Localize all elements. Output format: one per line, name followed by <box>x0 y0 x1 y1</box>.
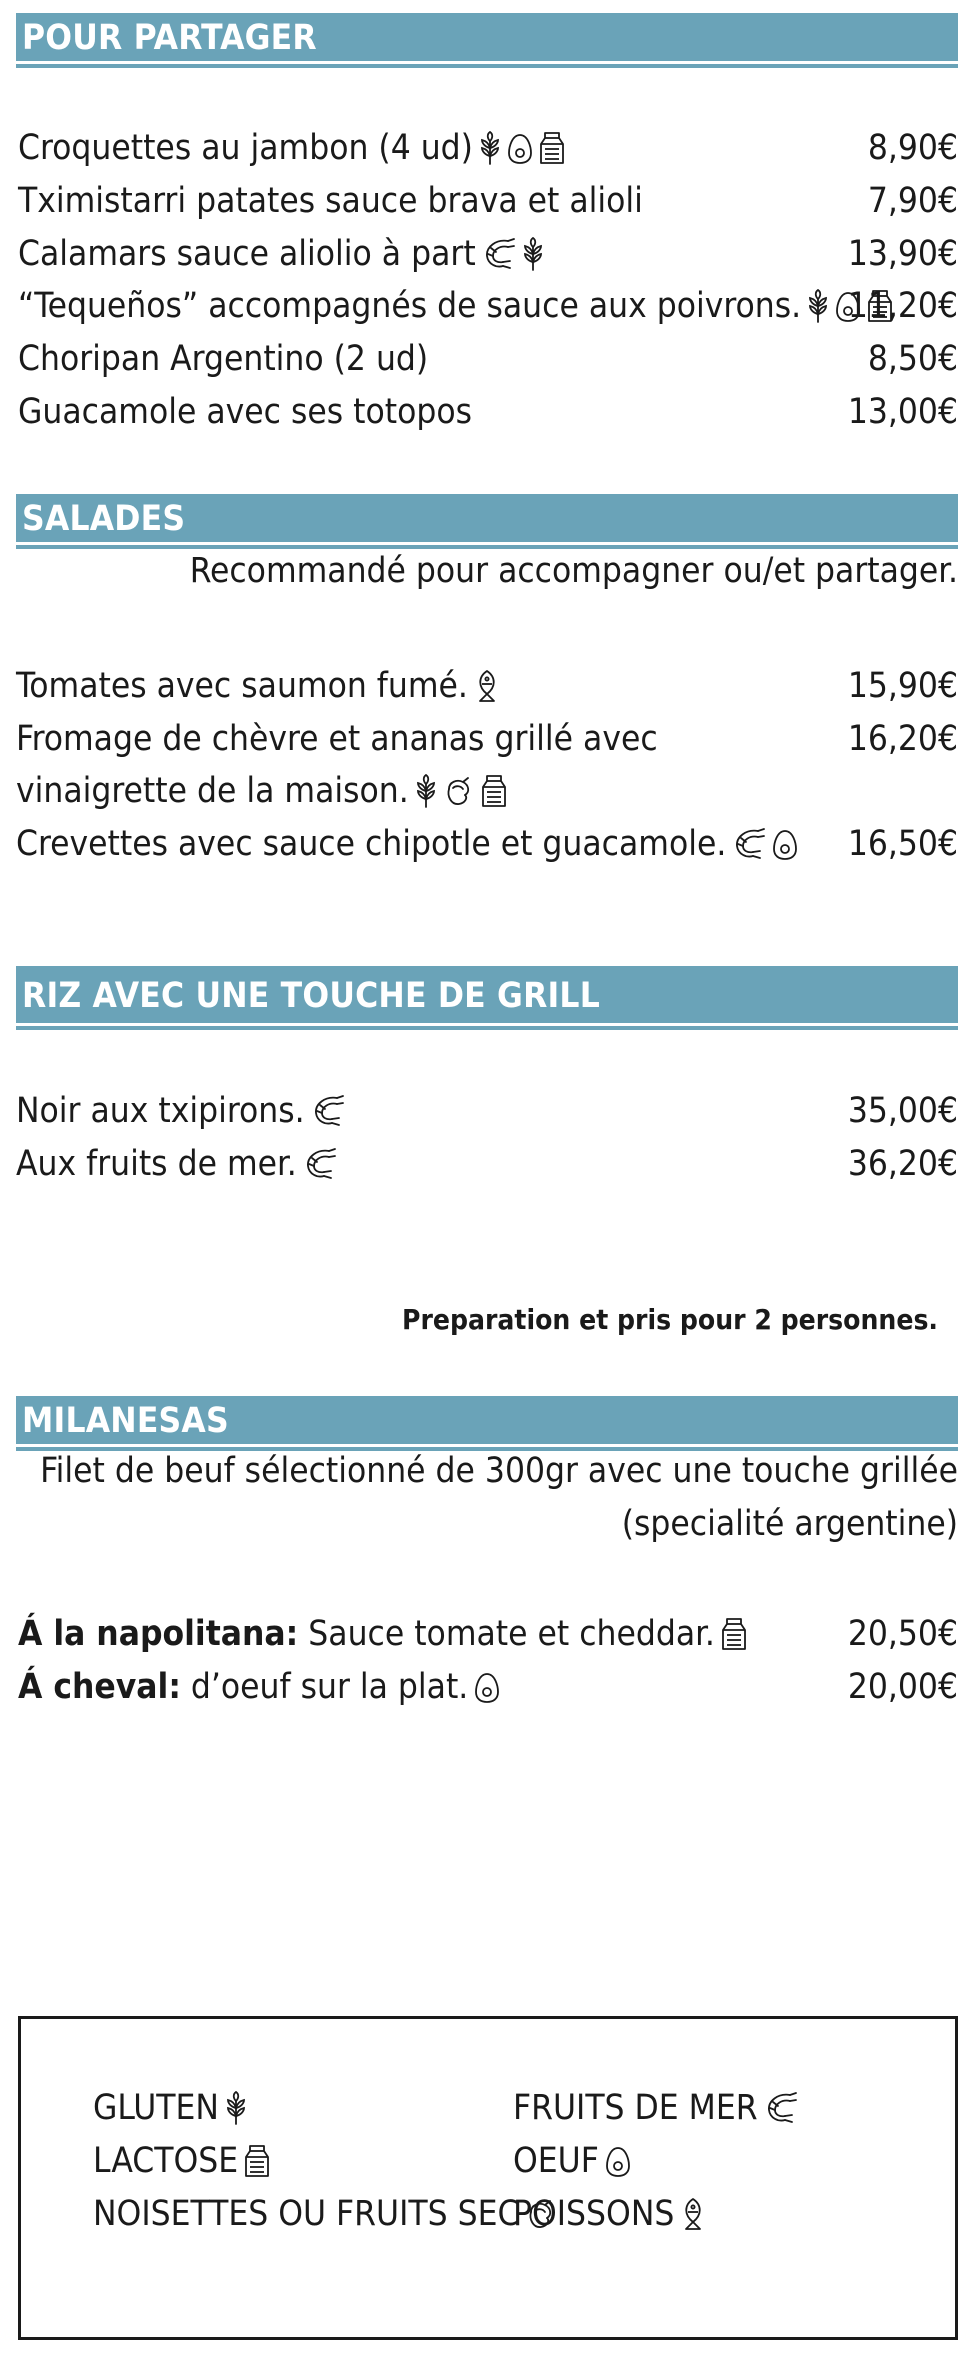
legend-label: FRUITS DE MER <box>513 2088 758 2128</box>
item-price: 36,20€ <box>847 1144 958 1184</box>
item-name: Croquettes au jambon (4 ud) <box>18 128 473 168</box>
legend-label: NOISETTES OU FRUITS SEC <box>93 2194 520 2234</box>
legend-egg <box>513 2135 631 2187</box>
riz-note: Preparation et pris pour 2 personnes. <box>402 1303 939 1336</box>
legend-label: POISSONS <box>513 2194 675 2234</box>
menu-item <box>16 713 958 817</box>
menu-item <box>18 122 958 174</box>
legend-seafood <box>513 2082 798 2134</box>
section-header-pour-partager <box>16 13 958 68</box>
item-icons <box>468 1667 500 1707</box>
item-icons <box>715 1614 747 1654</box>
egg-icon <box>772 829 798 861</box>
section-title: RIZ AVEC UNE TOUCHE DE GRILL <box>22 976 600 1016</box>
item-name-wrap <box>16 660 500 712</box>
item-name-wrap <box>18 333 428 385</box>
item-name-bold: Á la napolitana: <box>18 1614 299 1654</box>
menu-item <box>16 1085 958 1137</box>
menu-item <box>16 818 958 870</box>
section-note: Recommandé pour accompagner ou/et partager. <box>189 551 958 591</box>
item-name-wrap <box>16 1085 345 1137</box>
menu-item <box>18 1661 958 1713</box>
section-note-line1: Filet de beuf sélectionné de 300gr avec une touche grillée <box>40 1451 958 1491</box>
egg-icon <box>507 133 533 165</box>
item-price: 13,90€ <box>847 234 958 274</box>
section-header-riz <box>16 966 958 1030</box>
item-icons <box>305 1091 345 1131</box>
menu-item <box>18 228 958 280</box>
legend-icon <box>219 2088 247 2128</box>
legend-icon <box>238 2141 270 2181</box>
menu-item <box>18 333 958 385</box>
item-price: 16,20€ <box>847 719 958 759</box>
shrimp-icon <box>311 1094 345 1128</box>
legend-icon <box>599 2141 631 2181</box>
item-price: 13,00€ <box>847 392 958 432</box>
item-name: Tomates avec saumon fumé. <box>16 666 468 706</box>
item-name-wrap <box>16 818 798 870</box>
lactose-icon <box>721 1617 747 1651</box>
item-name-wrap <box>18 280 893 332</box>
item-icons <box>409 771 507 811</box>
section-title: SALADES <box>22 499 186 539</box>
menu-item <box>18 1608 958 1660</box>
section-title: POUR PARTAGER <box>22 18 317 58</box>
item-name-wrap <box>18 228 544 280</box>
lactose-icon <box>481 774 507 808</box>
section-header-milanesas <box>16 1396 958 1451</box>
legend-icon <box>674 2194 706 2234</box>
item-name: d’oeuf sur la plat. <box>180 1667 469 1707</box>
item-price: 11,20€ <box>847 286 958 326</box>
legend-label: GLUTEN <box>93 2088 219 2128</box>
legend-fish <box>513 2188 706 2240</box>
fish-icon <box>680 2197 706 2231</box>
menu-item <box>18 386 958 438</box>
legend-label: LACTOSE <box>93 2141 239 2181</box>
item-name: Choripan Argentino (2 ud) <box>18 339 429 379</box>
legend-nuts <box>93 2188 557 2240</box>
gluten-icon <box>522 237 544 271</box>
item-name-bold: Á cheval: <box>18 1667 181 1707</box>
item-name: Noir aux txipirons. <box>16 1091 305 1131</box>
menu-item <box>16 660 958 712</box>
legend-gluten <box>93 2082 247 2134</box>
legend-lactose <box>93 2135 270 2187</box>
item-icons <box>297 1144 337 1184</box>
allergen-legend <box>18 2016 958 2340</box>
item-name-wrap <box>18 1608 747 1660</box>
item-price: 8,50€ <box>867 339 958 379</box>
section-note-line2: (specialité argentine) <box>621 1504 958 1544</box>
item-name: Fromage de chèvre et ananas grillé avec vinaigrette de la maison. <box>16 719 658 811</box>
item-name: Tximistarri patates sauce brava et alioli <box>18 181 643 221</box>
item-name: Aux fruits de mer. <box>16 1144 297 1184</box>
legend-label: OEUF <box>513 2141 599 2181</box>
item-price: 7,90€ <box>867 181 958 221</box>
egg-icon <box>474 1672 500 1704</box>
item-name: Crevettes avec sauce chipotle et guacamole. <box>16 824 727 864</box>
item-name: Sauce tomate et cheddar. <box>298 1614 715 1654</box>
lactose-icon <box>244 2144 270 2178</box>
menu-item <box>18 175 958 227</box>
item-icons <box>468 666 500 706</box>
section-header-salades <box>16 494 958 549</box>
fish-icon <box>474 669 500 703</box>
gluten-icon <box>225 2091 247 2125</box>
shrimp-icon <box>303 1147 337 1181</box>
gluten-icon <box>807 289 829 323</box>
item-price: 20,50€ <box>847 1614 958 1654</box>
menu-item <box>18 280 958 332</box>
item-icons <box>726 824 798 864</box>
egg-icon <box>605 2146 631 2178</box>
shrimp-icon <box>732 827 766 861</box>
item-name-wrap <box>16 1138 337 1190</box>
lactose-icon <box>539 131 565 165</box>
item-name-wrap <box>18 122 565 174</box>
item-name: Guacamole avec ses totopos <box>18 392 472 432</box>
item-name-wrap <box>18 386 472 438</box>
item-name: “Tequeños” accompagnés de sauce aux poivrons. <box>18 286 802 326</box>
section-title: MILANESAS <box>22 1401 229 1441</box>
shrimp-icon <box>482 237 516 271</box>
nut-icon <box>443 776 475 808</box>
item-price: 16,50€ <box>847 824 958 864</box>
item-price: 15,90€ <box>847 666 958 706</box>
item-price: 35,00€ <box>847 1091 958 1131</box>
item-name-wrap <box>18 1661 500 1713</box>
item-name-wrap <box>18 175 643 227</box>
item-name: Calamars sauce aliolio à part <box>18 234 476 274</box>
item-icons <box>476 234 544 274</box>
gluten-icon <box>479 131 501 165</box>
shrimp-icon <box>764 2091 798 2125</box>
menu-item <box>16 1138 958 1190</box>
item-price: 8,90€ <box>867 128 958 168</box>
item-name-wrap <box>16 713 796 817</box>
legend-icon <box>758 2088 798 2128</box>
gluten-icon <box>415 774 437 808</box>
item-price: 20,00€ <box>847 1667 958 1707</box>
item-icons <box>473 128 565 168</box>
